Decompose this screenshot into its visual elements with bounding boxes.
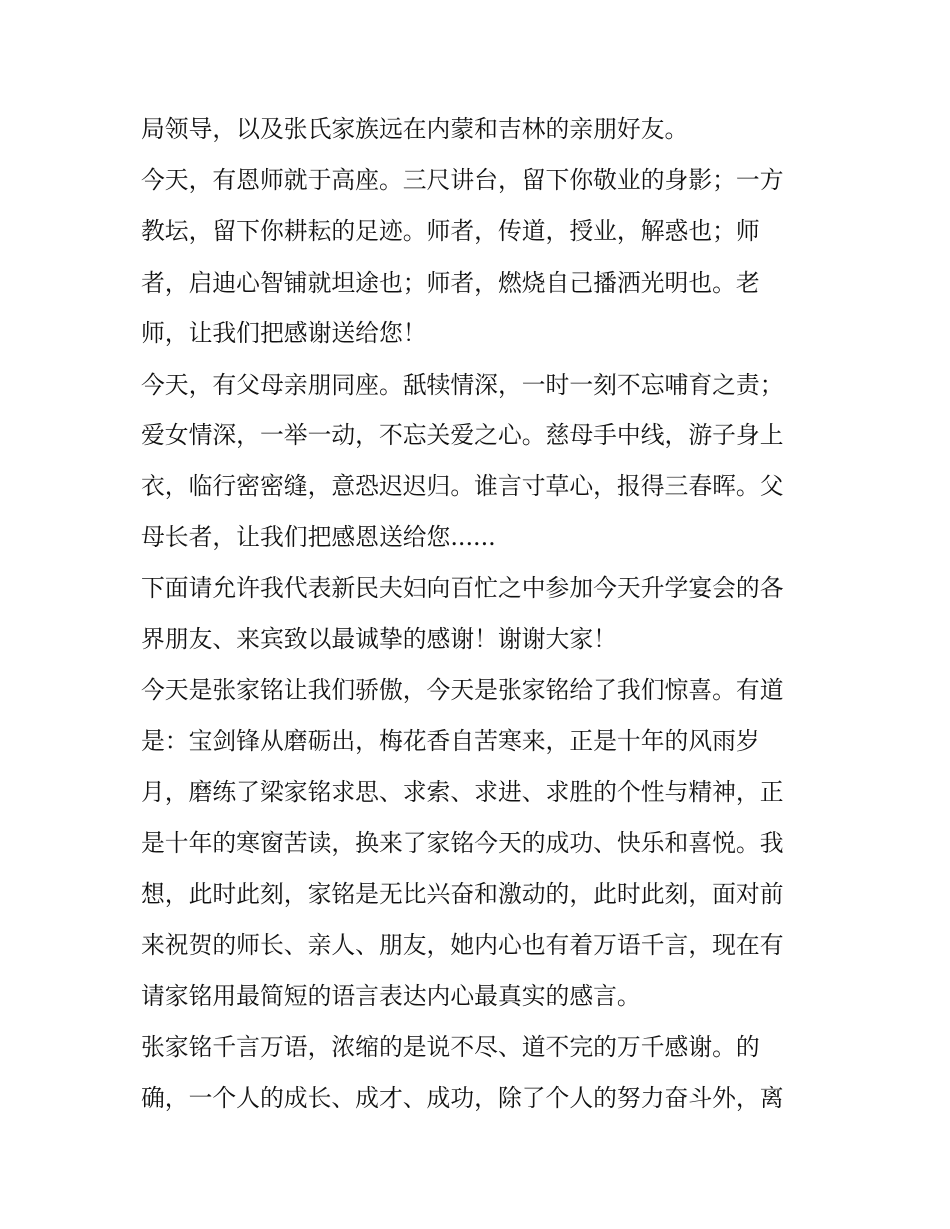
- text-line: 确，一个人的成长、成才、成功，除了个人的努力奋斗外，离: [141, 1084, 784, 1112]
- text-line: 局领导，以及张氏家族远在内蒙和吉林的亲朋好友。: [141, 115, 689, 143]
- text-line: 教坛，留下你耕耘的足迹。师者，传道，授业，解惑也；师: [141, 217, 760, 245]
- text-line: 下面请允许我代表新民夫妇向百忙之中参加今天升学宴会的各: [141, 574, 784, 602]
- text-line: 今天是张家铭让我们骄傲，今天是张家铭给了我们惊喜。有道: [141, 676, 784, 704]
- text-line: 来祝贺的师长、亲人、朋友，她内心也有着万语千言，现在有: [141, 931, 784, 959]
- text-line: 爱女情深，一举一动，不忘关爱之心。慈母手中线，游子身上: [141, 421, 784, 449]
- text-line: 是：宝剑锋从磨砺出，梅花香自苦寒来，正是十年的风雨岁: [141, 727, 760, 755]
- text-line: 衣，临行密密缝，意恐迟迟归。谁言寸草心，报得三春晖。父: [141, 472, 784, 500]
- text-line: 月，磨练了梁家铭求思、求索、求进、求胜的个性与精神，正: [141, 778, 784, 806]
- text-line: 师，让我们把感谢送给您！: [141, 319, 427, 347]
- text-line: 张家铭千言万语，浓缩的是说不尽、道不完的万千感谢。的: [141, 1033, 760, 1061]
- text-line: 今天，有恩师就于高座。三尺讲台，留下你敬业的身影；一方: [141, 166, 784, 194]
- text-line: 请家铭用最简短的语言表达内心最真实的感言。: [141, 982, 641, 1010]
- text-line: 是十年的寒窗苦读，换来了家铭今天的成功、快乐和喜悦。我: [141, 829, 784, 857]
- text-line: 想，此时此刻，家铭是无比兴奋和激动的，此时此刻，面对前: [141, 880, 784, 908]
- text-line: 界朋友、来宾致以最诚挚的感谢！谢谢大家！: [141, 625, 617, 653]
- text-line: 母长者，让我们把感恩送给您......: [141, 523, 496, 551]
- text-line: 者，启迪心智铺就坦途也；师者，燃烧自己播洒光明也。老: [141, 269, 760, 297]
- text-line: 今天，有父母亲朋同座。舐犊情深，一时一刻不忘哺育之责；: [141, 371, 784, 399]
